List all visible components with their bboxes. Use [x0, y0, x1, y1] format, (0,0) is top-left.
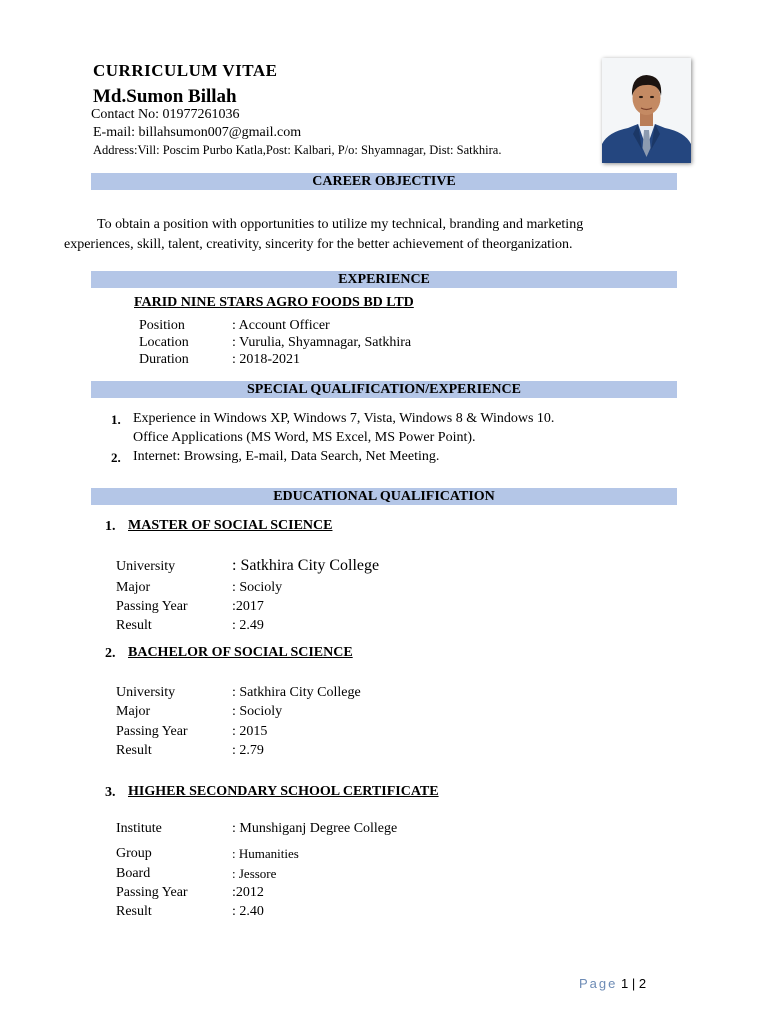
field-value: : 2018-2021 [232, 352, 301, 367]
page-word: Page [579, 976, 618, 991]
field-label: Institute [116, 821, 162, 836]
field-label: Position [139, 318, 185, 333]
field-value: : Satkhira City College [232, 685, 361, 700]
degree-number: 1. [105, 519, 116, 534]
list-item-continuation: Office Applications (MS Word, MS Excel, MS Power Point). [133, 430, 476, 445]
degree-title: MASTER OF SOCIAL SCIENCE [128, 518, 333, 533]
page-separator: | [631, 976, 636, 991]
field-label: Board [116, 866, 151, 881]
field-label: Result [116, 904, 152, 919]
field-label: University [116, 559, 176, 574]
degree-title: HIGHER SECONDARY SCHOOL CERTIFICATE [128, 784, 439, 799]
field-label: University [116, 685, 176, 700]
objective-text: To obtain a position with opportunities to utilize my technical, branding and marketing experiences, skill, talent, creativity, sincerity for the better achievement of theorganization. [64, 217, 584, 252]
field-value: : Socioly [232, 580, 283, 595]
company-name: FARID NINE STARS AGRO FOODS BD LTD [134, 295, 414, 310]
field-label: Result [116, 618, 152, 633]
field-value: :2012 [232, 885, 264, 900]
section-experience: EXPERIENCE [91, 271, 677, 288]
field-value: : Humanities [232, 846, 299, 861]
list-number: 1. [111, 412, 121, 427]
field-value: : 2.79 [232, 743, 264, 758]
field-value: : Jessore [232, 866, 277, 881]
field-value: : 2.40 [232, 904, 264, 919]
page-number [579, 976, 646, 991]
field-label: Result [116, 743, 152, 758]
field-label: Major [116, 704, 151, 719]
section-education: EDUCATIONAL QUALIFICATION [91, 488, 677, 505]
section-special-qualification: SPECIAL QUALIFICATION/EXPERIENCE [91, 381, 677, 398]
field-label: Passing Year [116, 885, 188, 900]
field-value: : Vurulia, Shyamnagar, Satkhira [232, 335, 412, 350]
field-label: Major [116, 580, 151, 595]
postal-address: Address:Vill: Poscim Purbo Katla,Post: Kalbari, P/o: Shyamnagar, Dist: Satkhira. [93, 143, 502, 157]
field-label: Passing Year [116, 724, 188, 739]
degree-number: 2. [105, 646, 116, 661]
list-number: 2. [111, 450, 121, 465]
field-value: : Satkhira City College [232, 557, 380, 574]
field-label: Passing Year [116, 599, 188, 614]
cv-title: CURRICULUM VITAE [93, 61, 278, 80]
field-value: :2017 [232, 599, 264, 614]
contact-number: Contact No: 01977261036 [91, 107, 240, 122]
field-label: Group [116, 846, 152, 861]
degree-number: 3. [105, 785, 116, 800]
field-label: Location [139, 335, 189, 350]
page-total: 2 [638, 976, 647, 991]
degree-title: BACHELOR OF SOCIAL SCIENCE [128, 645, 353, 660]
list-item: Internet: Browsing, E-mail, Data Search, Net Meeting. [133, 449, 440, 464]
list-item: Experience in Windows XP, Windows 7, Vista, Windows 8 & Windows 10. [133, 411, 555, 426]
candidate-name: Md.Sumon Billah [93, 86, 237, 107]
field-value: : 2.49 [232, 618, 264, 633]
field-label: Duration [139, 352, 189, 367]
field-value: : Account Officer [232, 318, 330, 333]
field-value: : Munshiganj Degree College [232, 821, 398, 836]
section-career-objective: CAREER OBJECTIVE [91, 173, 677, 190]
field-value: : Socioly [232, 704, 283, 719]
page-current: 1 [621, 976, 629, 991]
profile-photo [602, 58, 691, 163]
email-address: E-mail: billahsumon007@gmail.com [93, 125, 302, 140]
field-value: : 2015 [232, 724, 268, 739]
